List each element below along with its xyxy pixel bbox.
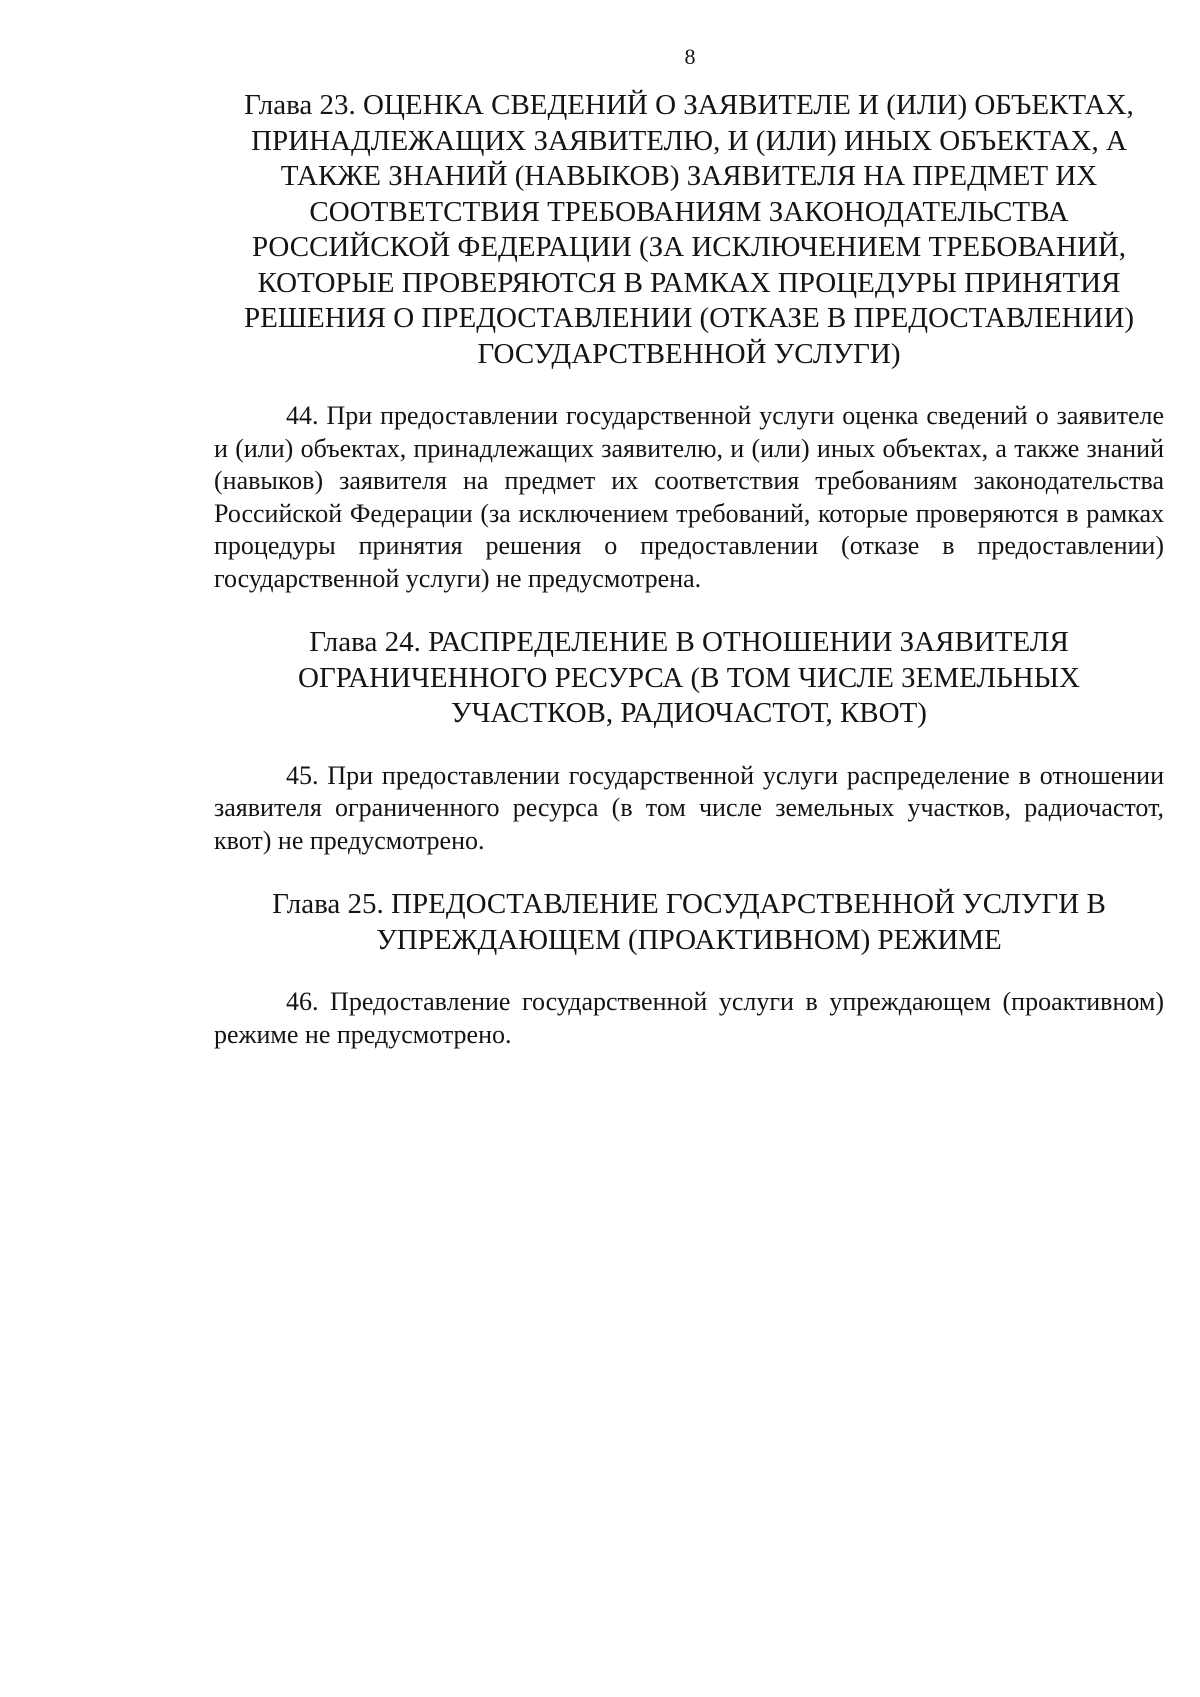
paragraph-44: 44. При предоставлении государственной услуги оценка сведений о заявителе и (или) объектах, принадлежащих заявителю, и (или) иных объектах, а также знаний (навыков) заявителя на предмет их соответствия требованиям законодательства Российской Федерации (за исключением требований, которые проверяются в рамках процедуры принятия решения о предоставлении (отказе в предоставлении) государственной услуги) не предусмотрена. bbox=[214, 401, 1164, 593]
chapter-24-heading: Глава 24. РАСПРЕДЕЛЕНИЕ В ОТНОШЕНИИ ЗАЯВИТЕЛЯ ОГРАНИЧЕННОГО РЕСУРСА (В ТОМ ЧИСЛЕ ЗЕМЕЛЬНЫХ УЧАСТКОВ, РАДИОЧАСТОТ, КВОТ) bbox=[298, 626, 1080, 729]
chapter-25-heading: Глава 25. ПРЕДОСТАВЛЕНИЕ ГОСУДАРСТВЕННОЙ УСЛУГИ В УПРЕЖДАЮЩЕМ (ПРОАКТИВНОМ) РЕЖИМЕ bbox=[272, 888, 1106, 956]
document-body bbox=[214, 88, 1164, 1051]
page-number: 8 bbox=[684, 44, 696, 69]
paragraph-46: 46. Предоставление государственной услуги в упреждающем (проактивном) режиме не предусмотрено. bbox=[214, 987, 1164, 1049]
paragraph-45: 45. При предоставлении государственной услуги распределение в отношении заявителя ограниченного ресурса (в том числе земельных участков, радиочастот, квот) не предусмотрено. bbox=[214, 760, 1164, 855]
chapter-23-heading: Глава 23. ОЦЕНКА СВЕДЕНИЙ О ЗАЯВИТЕЛЕ И (ИЛИ) ОБЪЕКТАХ, ПРИНАДЛЕЖАЩИХ ЗАЯВИТЕЛЮ, И (ИЛИ) ИНЫХ ОБЪЕКТАХ, А ТАКЖЕ ЗНАНИЙ (НАВЫКОВ) ЗАЯВИТЕЛЯ НА ПРЕДМЕТ ИХ СООТВЕТСТВИЯ ТРЕБОВАНИЯМ ЗАКОНОДАТЕЛЬСТВА РОССИЙСКОЙ ФЕДЕРАЦИИ (ЗА ИСКЛЮЧЕНИЕМ ТРЕБОВАНИЙ, КОТОРЫЕ ПРОВЕРЯЮТСЯ В РАМКАХ ПРОЦЕДУРЫ ПРИНЯТИЯ РЕШЕНИЯ О ПРЕДОСТАВЛЕНИИ (ОТКАЗЕ В ПРЕДОСТАВЛЕНИИ) ГОСУДАРСТВЕННОЙ УСЛУГИ) bbox=[243, 89, 1135, 370]
